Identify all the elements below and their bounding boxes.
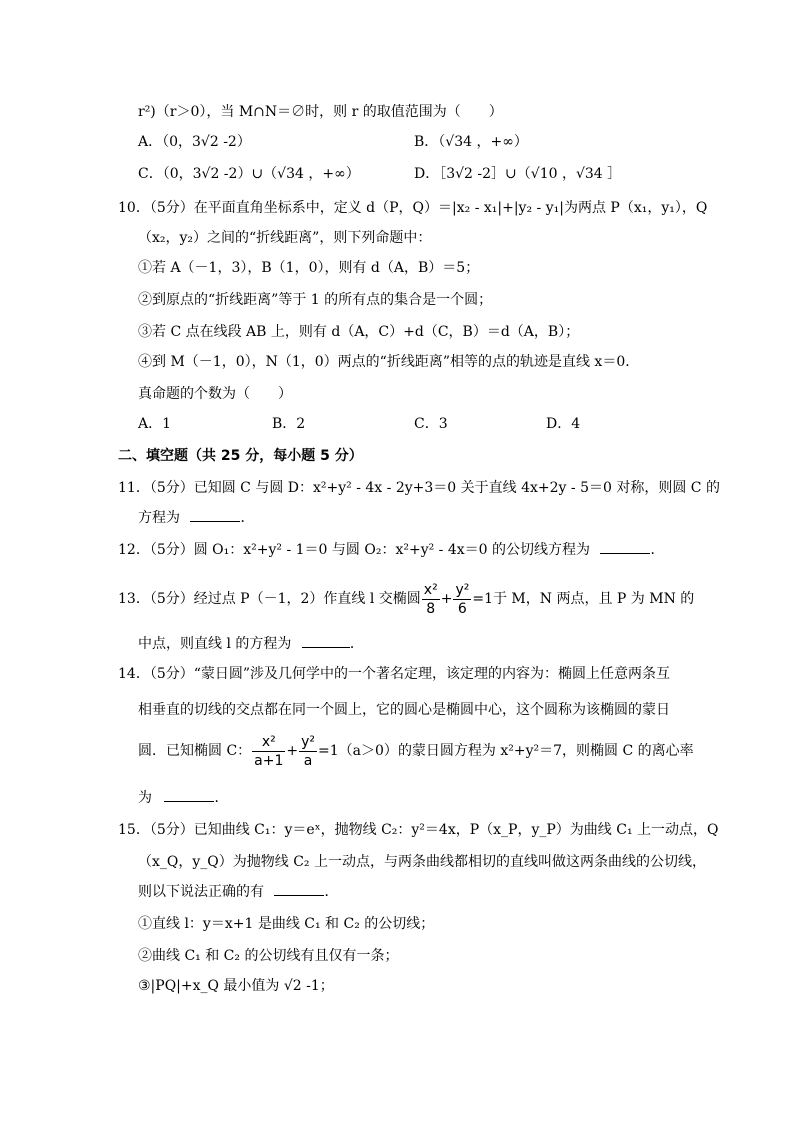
- q15-answer-blank[interactable]: [274, 895, 324, 896]
- q13-eq: =1: [472, 591, 493, 607]
- q14-line4-text: 为: [138, 790, 152, 806]
- q15-line3: 则以下说法正确的有 ．: [138, 884, 339, 900]
- q10-item-3: ③若 C 点在线段 AB 上，则有 d（A，C）+d（C，B）＝d（A，B）；: [138, 324, 580, 340]
- q10-option-a[interactable]: A．1: [138, 416, 172, 432]
- q14-line2: 相垂直的切线的交点都在同一个圆上，它的圆心是椭圆中心，这个圆称为该椭圆的蒙日: [138, 702, 670, 718]
- q10-option-c[interactable]: C．3: [414, 416, 448, 432]
- q11-answer-blank[interactable]: [190, 521, 240, 522]
- q11-line1: 11．（5分）已知圆 C 与圆 D：x²+y² - 4x - 2y+3＝0 关于直线 4x+2y - 5＝0 对称，则圆 C 的: [118, 480, 720, 496]
- q13-answer-blank[interactable]: [302, 647, 350, 648]
- q13-pre: 13．（5分）经过点 P（－1，2）作直线 l 交椭圆: [118, 591, 421, 607]
- q13-f2-den: 6: [457, 600, 467, 617]
- q14-f2-num: y²: [301, 733, 316, 750]
- q13-plus: +: [440, 591, 453, 607]
- q14-answer-blank[interactable]: [164, 801, 214, 802]
- q14-pre3: 圆．已知椭圆 C：: [138, 743, 252, 759]
- q10-item-4: ④到 M（－1，0），N（1，0）两点的“折线距离”相等的点的轨迹是直线 x＝0．: [138, 354, 640, 370]
- q15-item-3: ③|PQ|+x_Q 最小值为 √2 -1；: [138, 978, 334, 994]
- q13-f1-num: x²: [423, 581, 438, 598]
- q12-answer-blank[interactable]: [600, 553, 650, 554]
- q13-line2: 中点，则直线 l 的方程为 ．: [138, 636, 364, 652]
- q13-line1: [118, 580, 694, 618]
- q9-line1: r²)（r＞0），当 M∩N＝∅时，则 r 的取值范围为（ ）: [138, 104, 503, 120]
- q14-plus: +: [286, 743, 299, 759]
- q13-f2-num: y²: [455, 581, 470, 598]
- q14-line1: 14．（5分）“蒙日圆”涉及几何学中的一个著名定理，该定理的内容为：椭圆上任意两条互: [118, 666, 671, 682]
- q9-option-d[interactable]: D．［3√2 -2］∪（√10 ，√34 ］: [414, 166, 622, 182]
- q13-line2-text: 中点，则直线 l 的方程为: [138, 636, 292, 652]
- q9-option-b[interactable]: B．（√34 ，+∞）: [414, 134, 528, 150]
- q14-line3: [138, 732, 694, 770]
- q9-option-a[interactable]: A．（0，3√2 -2）: [138, 134, 251, 150]
- q10-ask: 真命题的个数为（ ）: [138, 386, 292, 402]
- q10-line1: 10．（5分）在平面直角坐标系中，定义 d（P，Q）＝|x₂ - x₁|+|y₂ - y₁|为两点 P（x₁，y₁），Q: [118, 200, 708, 216]
- q10-line2: （x₂，y₂）之间的“折线距离”，则下列命题中：: [138, 230, 432, 246]
- q10-item-2: ②到原点的“折线距离”等于 1 的所有点的集合是一个圆；: [138, 292, 493, 308]
- q13-fraction-x: [422, 581, 440, 618]
- q14-post3: 的蒙日圆方程为 x²+y²＝7，则椭圆 C 的离心率: [397, 743, 694, 759]
- q14-f2-den: a: [303, 752, 313, 769]
- q11-line2-text: 方程为: [138, 510, 180, 526]
- q15-line2: （x_Q，y_Q）为抛物线 C₂ 上一动点，与两条曲线都相切的直线叫做这两条曲线的公切线，: [138, 854, 706, 870]
- q14-fraction-y: [299, 733, 317, 770]
- q14-fraction-x: [252, 733, 285, 770]
- q12-line1-text: 12．（5分）圆 O₁：x²+y² - 1＝0 与圆 O₂：x²+y² - 4x＝0 的公切线方程为: [118, 542, 591, 558]
- q11-line2: 方程为 ．: [138, 510, 255, 526]
- q9-option-c[interactable]: C．（0，3√2 -2）∪（√34 ，+∞）: [138, 166, 360, 182]
- q14-line4: 为 ．: [138, 790, 229, 806]
- q10-option-d[interactable]: D．4: [546, 416, 581, 432]
- q15-line3-text: 则以下说法正确的有: [138, 884, 264, 900]
- section-heading-fill-blank: 二、填空题（共 25 分，每小题 5 分）: [118, 448, 363, 464]
- q13-f1-den: 8: [426, 600, 436, 617]
- q13-post: 于 M，N 两点，且 P 为 MN 的: [492, 591, 695, 607]
- q13-fraction-y: [453, 581, 471, 618]
- q14-f1-num: x²: [252, 733, 285, 752]
- q14-eq: =1（a＞0）: [318, 743, 398, 759]
- q14-f1-den: a+1: [254, 752, 284, 769]
- q15-item-1: ①直线 l：y＝x+1 是曲线 C₁ 和 C₂ 的公切线；: [138, 916, 435, 932]
- q15-line1: 15．（5分）已知曲线 C₁：y＝eˣ，抛物线 C₂：y²＝4x，P（x_P，y_P）为曲线 C₁ 上一动点，Q: [118, 822, 719, 838]
- q12-line1: 12．（5分）圆 O₁：x²+y² - 1＝0 与圆 O₂：x²+y² - 4x＝0 的公切线方程为 ．: [118, 542, 665, 558]
- q15-item-2: ②曲线 C₁ 和 C₂ 的公切线有且仅有一条；: [138, 948, 399, 964]
- q10-item-1: ①若 A（－1，3），B（1，0），则有 d（A，B）＝5；: [138, 260, 480, 276]
- q10-option-b[interactable]: B．2: [272, 416, 306, 432]
